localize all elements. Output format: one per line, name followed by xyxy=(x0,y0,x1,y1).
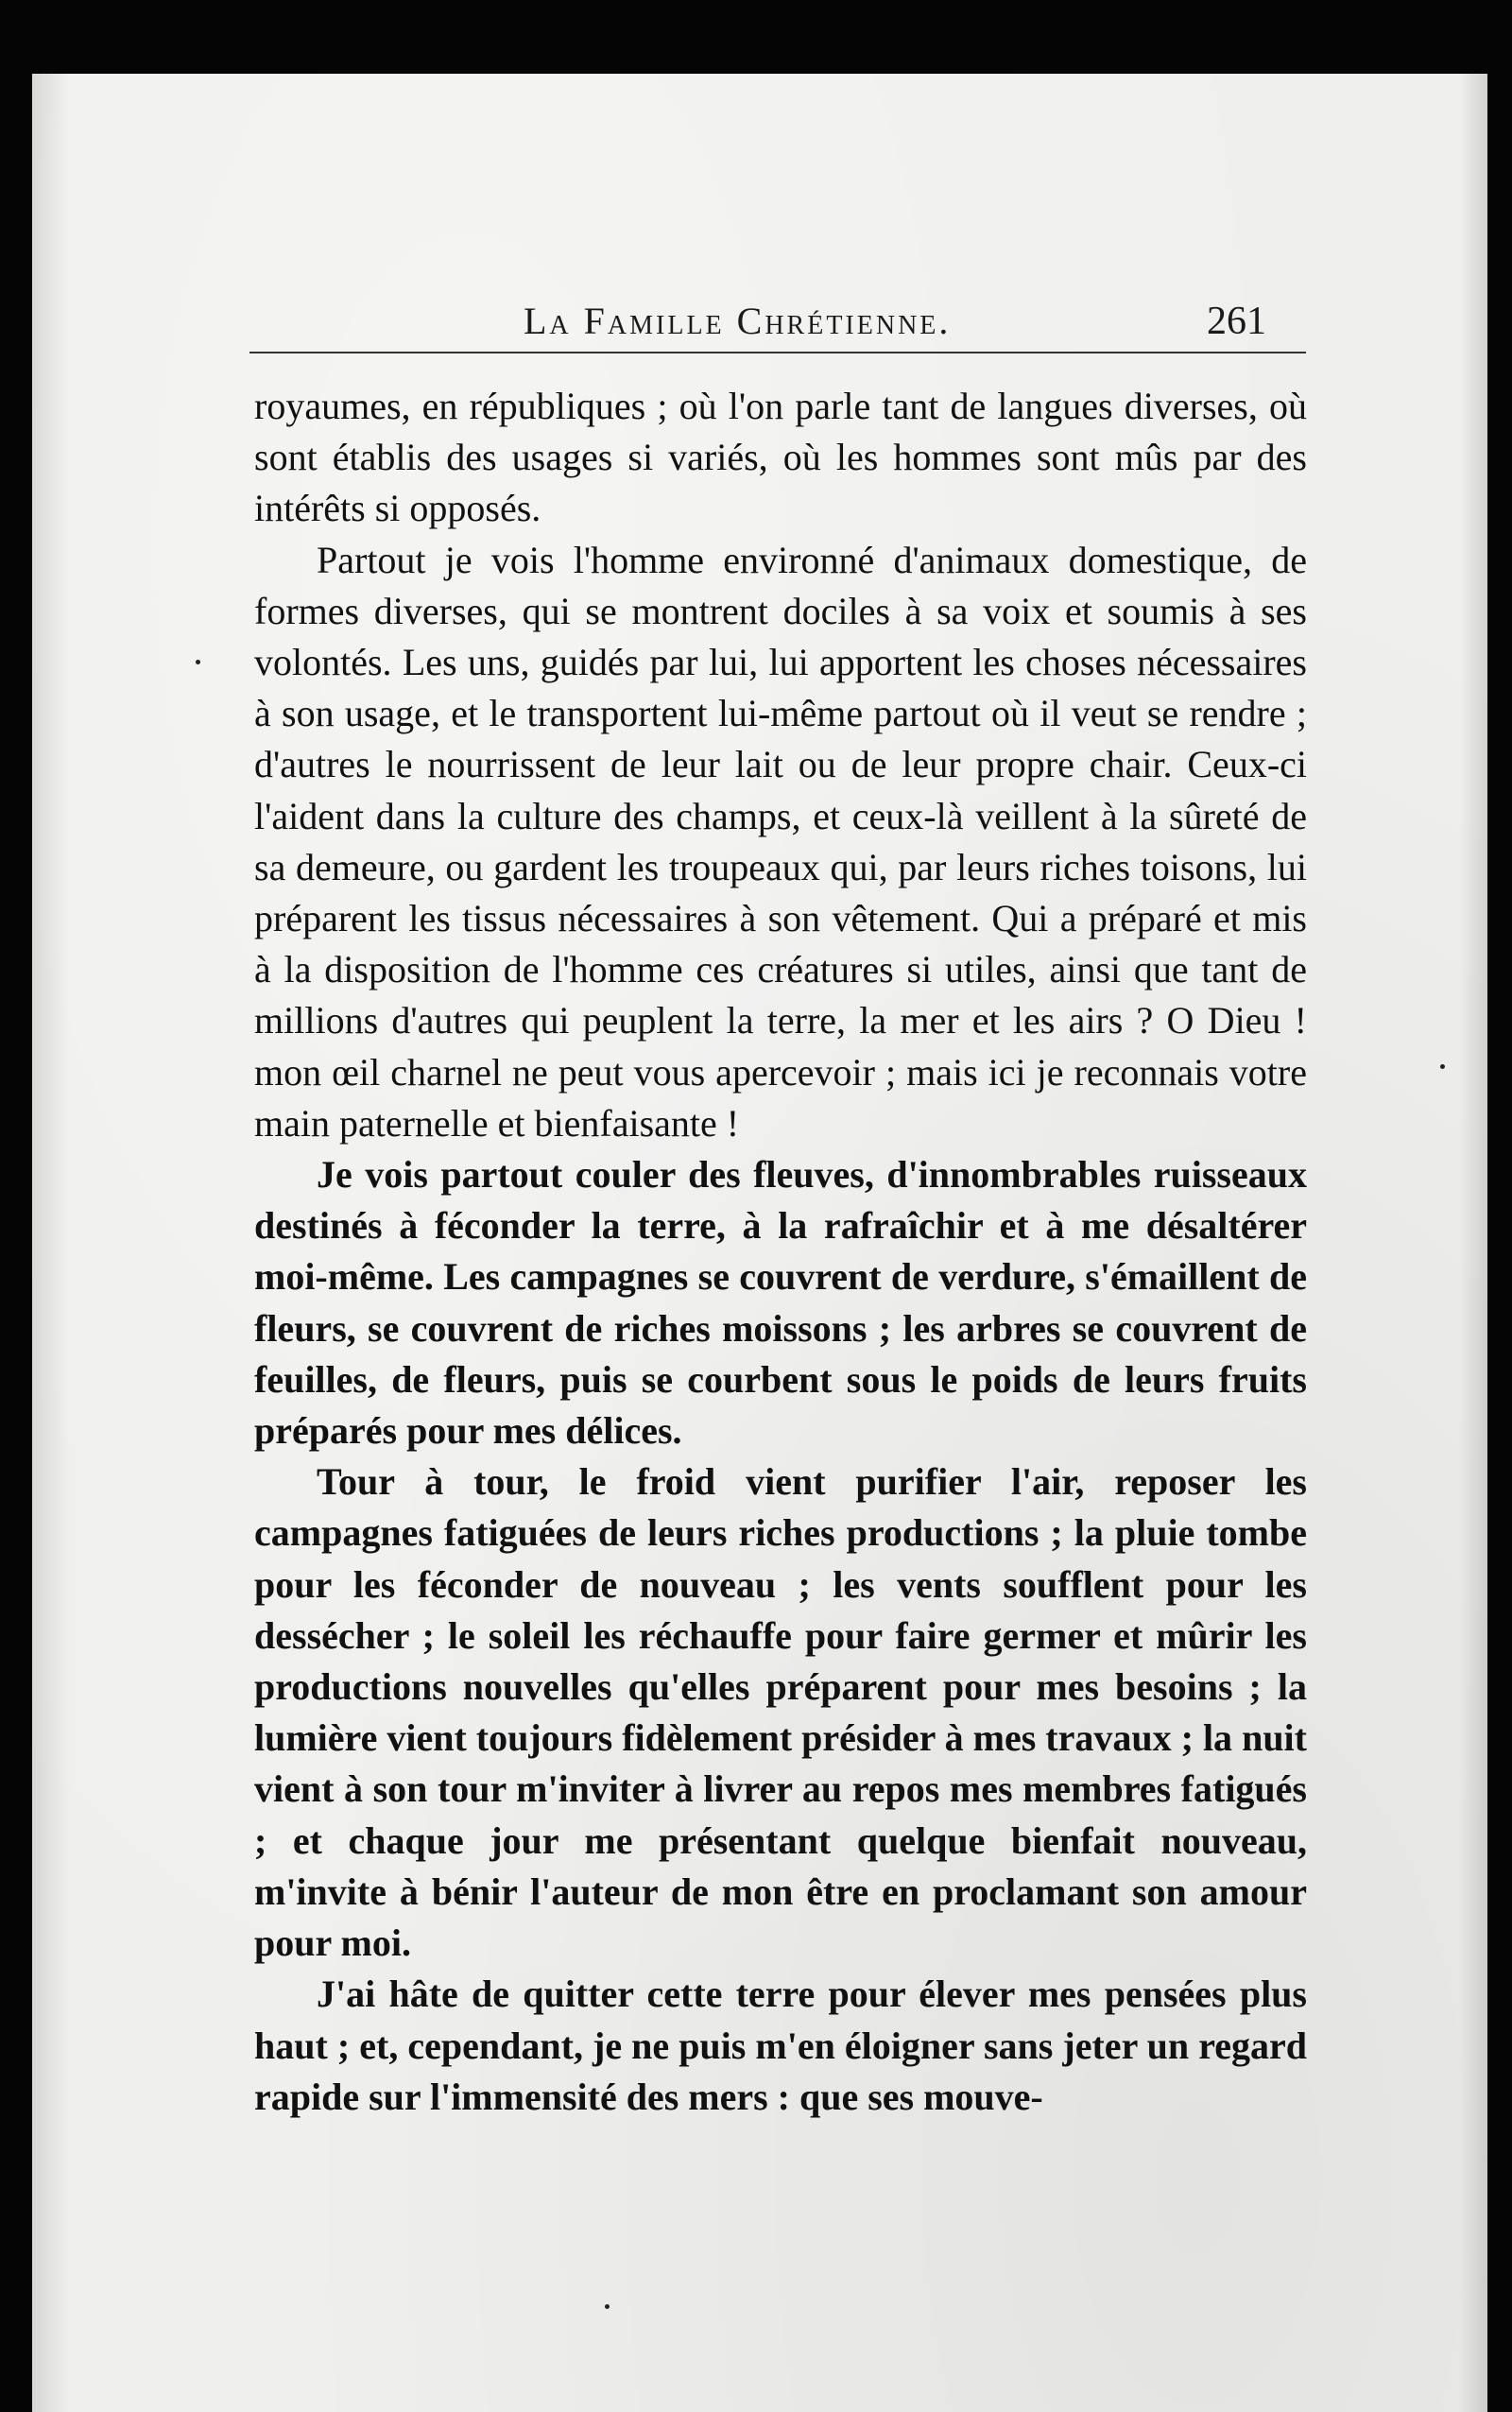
book-page xyxy=(32,74,1487,2412)
paragraph-4: Tour à tour, le froid vient purifier l'air, reposer les campagnes fatiguées de leurs riches productions ; la pluie tombe pour les féconder de nouveau ; les vents soufflent pour les dessécher ; le soleil les réchauffe pour faire germer et mûrir les productions nouvelles qu'elles préparent pour mes besoins ; la lumière vient toujours fidèlement présider à mes travaux ; la nuit vient à son tour m'inviter à livrer au repos mes membres fatigués ; et chaque jour me présentant quelque bienfait nouveau, m'invite à bénir l'auteur de mon être en proclamant son amour pour moi. xyxy=(254,1460,1307,1965)
ink-speck xyxy=(605,2304,610,2309)
paragraph-3: Je vois partout couler des fleuves, d'innombrables ruisseaux destinés à féconder la terre, à la rafraîchir et à me désaltérer moi-même. Les campagnes se couvrent de verdure, s'émaillent de fleurs, se couvrent de riches moissons ; les arbres se couvrent de feuilles, de fleurs, puis se courbent sous le poids de leurs fruits préparés pour mes délices. xyxy=(254,1153,1307,1453)
body-text xyxy=(254,381,1307,2123)
paragraph-2: Partout je vois l'homme environné d'animaux domestique, de formes diverses, qui se montrent dociles à sa voix et soumis à ses volontés. Les uns, guidés par lui, lui apportent les choses nécessaires à son usage, et le transportent lui-même partout où il veut se rendre ; d'autres le nourrissent de leur lait ou de leur propre chair. Ceux-ci l'aident dans la culture des champs, et ceux-là veillent à la sûreté de sa demeure, ou gardent les troupeaux qui, par leurs riches toisons, lui préparent les tissus nécessaires à son vêtement. Qui a préparé et mis à la disposition de l'homme ces créatures si utiles, ainsi que tant de millions d'autres qui peuplent la terre, la mer et les airs ? O Dieu ! mon œil charnel ne peut vous apercevoir ; mais ici je reconnais votre main paternelle et bienfaisante ! xyxy=(254,538,1307,1145)
header-rule xyxy=(249,352,1306,353)
paragraph-5: J'ai hâte de quitter cette terre pour élever mes pensées plus haut ; et, cependant, je ne puis m'en éloigner sans jeter un regard rapide sur l'immensité des mers : que ses mouve- xyxy=(254,1973,1307,2118)
page-shadow-right xyxy=(1459,74,1487,2412)
ink-speck xyxy=(1440,1064,1445,1069)
running-title: La Famille Chrétienne. xyxy=(524,300,952,342)
page-shadow-left xyxy=(32,74,70,2412)
page-number: 261 xyxy=(1207,300,1266,343)
ink-speck xyxy=(196,660,200,664)
paragraph-1: royaumes, en républiques ; où l'on parle tant de langues diverses, où sont établis des usages si variés, où les hommes sont mûs par des intérêts si opposés. xyxy=(254,385,1307,530)
page-header xyxy=(32,299,1487,355)
